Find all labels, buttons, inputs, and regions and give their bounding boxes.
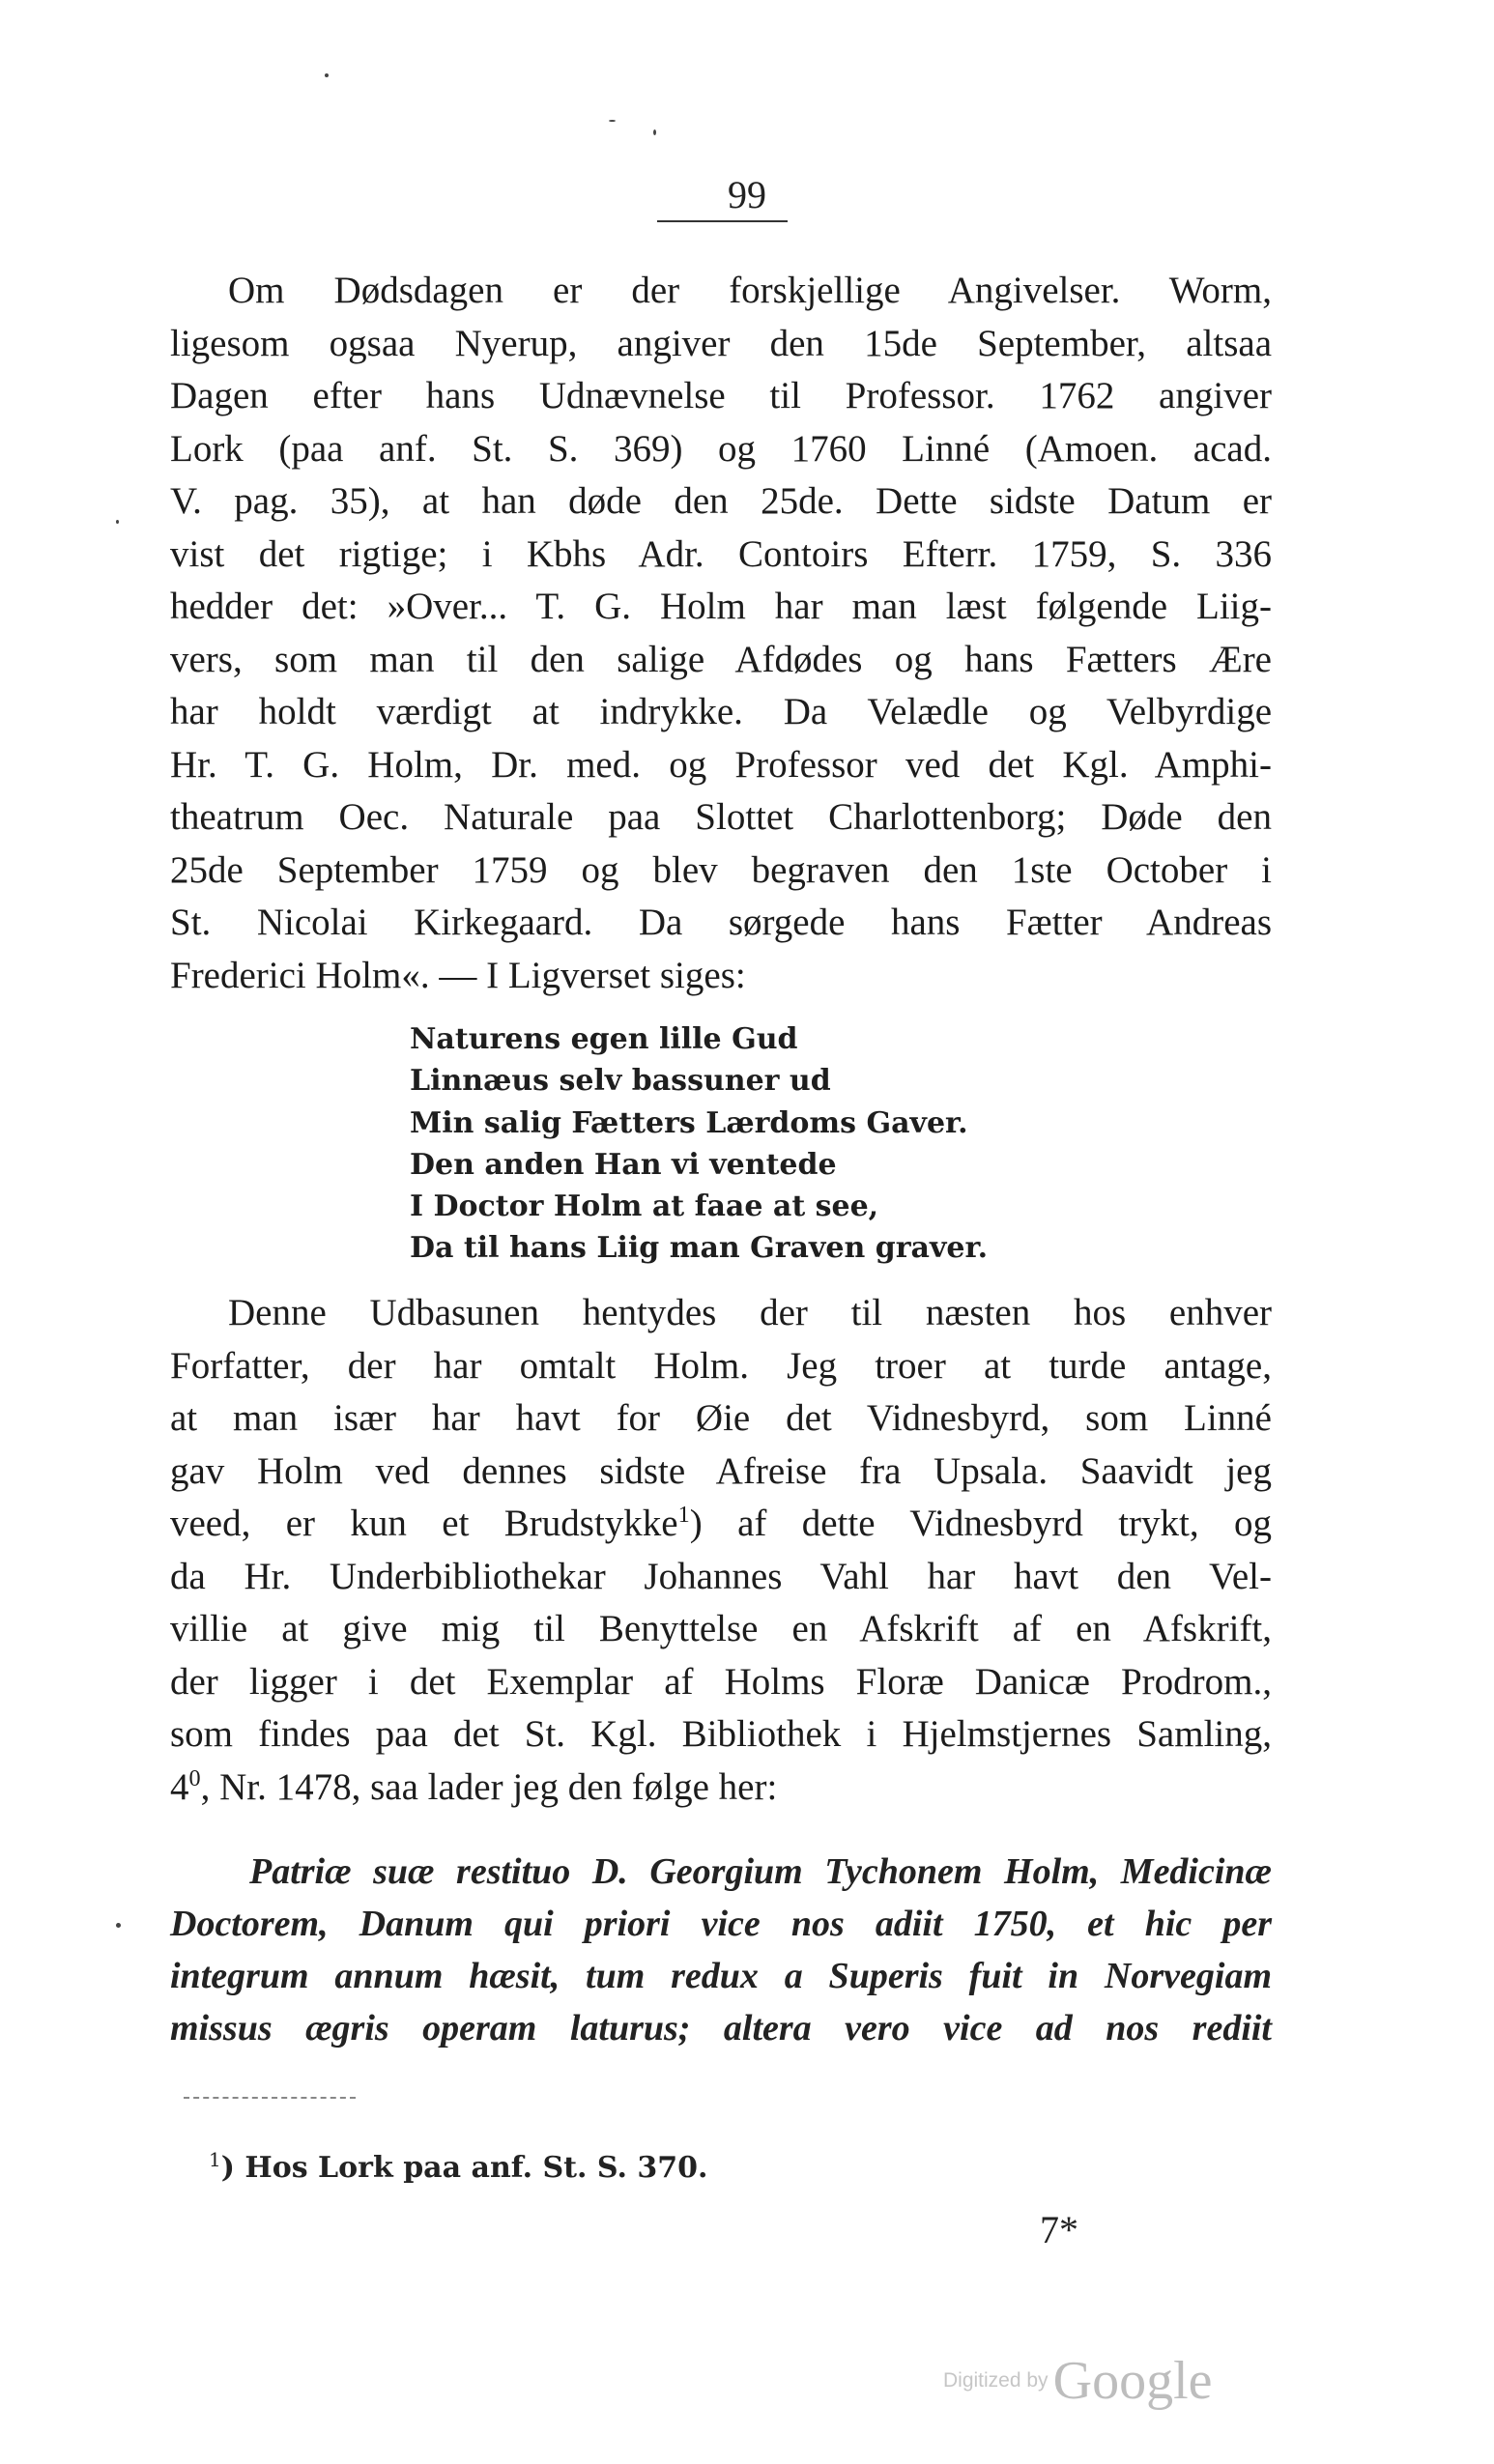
text-line: Frederici Holm«. — I Ligverset siges: [170, 954, 746, 996]
text-line: Denne Udbasunen hentydes der til næsten hos enhver [228, 1292, 1272, 1333]
text-line: der ligger i det Exemplar af Holms Floræ Danicæ Prodrom., [170, 1660, 1272, 1703]
footnote-reference: 1 [677, 1502, 690, 1528]
ink-speck [653, 129, 656, 135]
ink-speck [325, 73, 329, 77]
ink-speck [116, 1923, 121, 1928]
signature-mark: 7* [1040, 2208, 1078, 2251]
text-line: da Hr. Underbibliothekar Johannes Vahl har havt den Vel- [170, 1555, 1272, 1597]
verse-line: I Doctor Holm at faae at see, [410, 1189, 879, 1224]
footnote-marker: 1 [209, 2148, 221, 2171]
text-line: Om Dødsdagen er der forskjellige Angivelser. Worm, [228, 270, 1272, 311]
verse-line: Den anden Han vi ventede [410, 1147, 837, 1182]
page-number: 99 [728, 173, 766, 216]
text-line: Dagen efter hans Udnævnelse til Professor. 1762 angiver [170, 375, 1272, 416]
text-line: villie at give mig til Benyttelse en Afskrift af en Afskrift, [170, 1608, 1272, 1649]
text-line: at man især har havt for Øie det Vidnesbyrd, som Linné [170, 1397, 1272, 1439]
latin-line: Doctorem, Danum qui priori vice nos adiit 1750, et hic per [170, 1904, 1272, 1944]
text-line: 25de September 1759 og blev begraven den 1ste October i [170, 848, 1272, 891]
text-line: Lork (paa anf. St. S. 369) og 1760 Linné (Amoen. acad. [170, 427, 1272, 470]
watermark-prefix: Digitized by [943, 2369, 1049, 2392]
text-line: Forfatter, der har omtalt Holm. Jeg troer at turde antage, [170, 1344, 1272, 1387]
ink-speck [116, 520, 119, 524]
text-line [170, 1498, 1272, 1551]
verse-line: Min salig Fætters Lærdoms Gaver. [410, 1105, 968, 1140]
text-line: Hr. T. G. Holm, Dr. med. og Professor ved det Kgl. Amphi- [170, 743, 1272, 786]
text-span: veed, er kun et Brudstykke [170, 1503, 678, 1544]
text-line: gav Holm ved dennes sidste Afreise fra Upsala. Saavidt jeg [170, 1449, 1272, 1492]
digitized-watermark [943, 2350, 1213, 2412]
verse-line: Da til hans Liig man Graven graver. [410, 1231, 989, 1266]
google-logo: Google [1052, 2351, 1213, 2411]
verse-block [410, 1018, 1086, 1270]
page-number-rule [657, 220, 788, 222]
text-line [170, 1762, 1272, 1815]
footnote-text: ) Hos Lork paa anf. St. S. 370. [220, 2151, 708, 2185]
text-span: 4 [170, 1765, 189, 1808]
ink-speck [609, 120, 616, 122]
verse-line: Linnæus selv bassuner ud [410, 1064, 831, 1099]
text-line: vist det rigtige; i Kbhs Adr. Contoirs Efterr. 1759, S. 336 [170, 532, 1272, 575]
text-line: som findes paa det St. Kgl. Bibliothek i Hjelmstjernes Samling, [170, 1713, 1272, 1755]
text-line: St. Nicolai Kirkegaard. Da sørgede hans Fætter Andreas [170, 902, 1272, 943]
paragraph-udbasunen [170, 1287, 1272, 1814]
text-line: har holdt værdigt at indrykke. Da Velædle og Velbyrdige [170, 691, 1272, 732]
text-line: V. pag. 35), at han døde den 25de. Dette sidste Datum er [170, 480, 1272, 522]
footnote [209, 2148, 708, 2185]
text-line: ligesom ogsaa Nyerup, angiver den 15de September, altsaa [170, 322, 1272, 364]
latin-line: Patriæ suæ restituo D. Georgium Tychonem Holm, Medicinæ [249, 1851, 1272, 1892]
latin-line: missus ægris operam laturus; altera vero vice ad nos rediit [170, 2008, 1272, 2049]
text-line: theatrum Oec. Naturale paa Slottet Charlottenborg; Døde den [170, 796, 1272, 838]
text-span: ) af dette Vidnesbyrd trykt, og [689, 1503, 1272, 1544]
text-span: , Nr. 1478, saa lader jeg den følge her: [200, 1765, 778, 1808]
paragraph-dodsdagen [170, 265, 1272, 1002]
verse-line: Naturens egen lille Gud [410, 1022, 798, 1056]
superscript: 0 [188, 1764, 201, 1791]
text-line: hedder det: »Over... T. G. Holm har man læst følgende Liig- [170, 586, 1272, 627]
latin-quotation [170, 1846, 1272, 2054]
text-line: vers, som man til den salige Afdødes og hans Fætters Ære [170, 638, 1272, 680]
footnote-rule [184, 2097, 356, 2099]
latin-line: integrum annum hæsit, tum redux a Superis fuit in Norvegiam [170, 1956, 1272, 1996]
